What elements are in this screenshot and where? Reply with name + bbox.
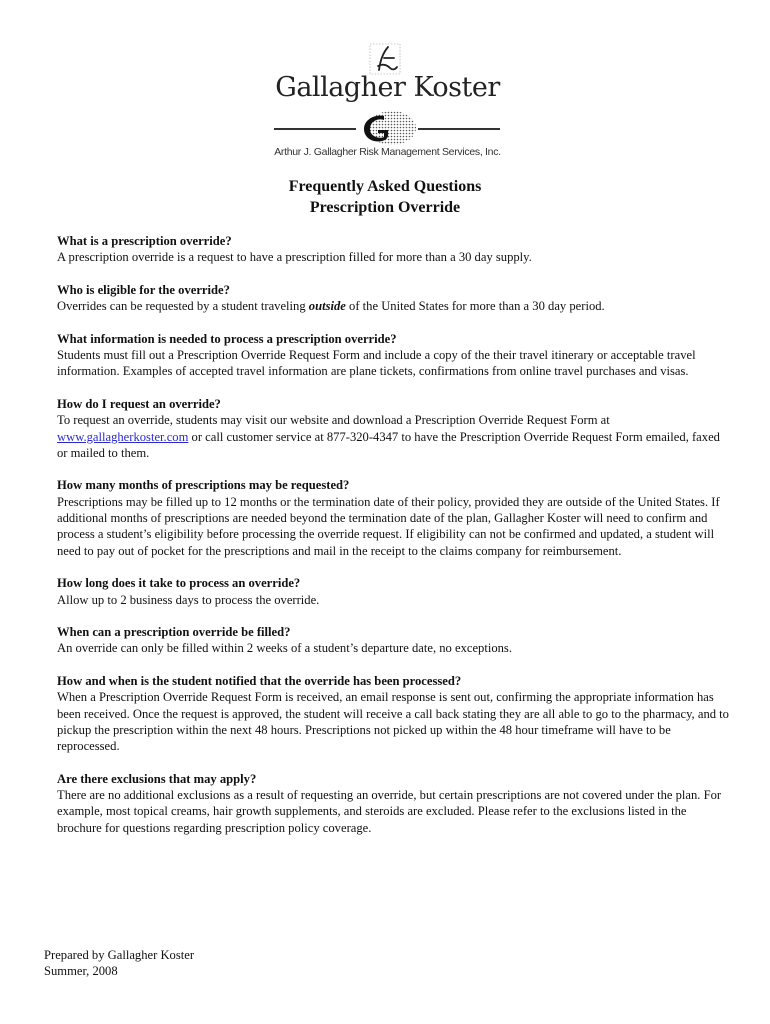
faq-question: What information is needed to process a prescription override? [57,331,397,346]
faq-answer-text: Overrides can be requested by a student traveling [57,299,309,314]
logo-tagline: Arthur J. Gallagher Risk Management Services, Inc. [274,146,501,158]
faq-answer-text: of the United States for more than a 30 day period. [345,299,605,314]
faq-question: How long does it take to process an override? [57,576,301,591]
faq-answer [57,412,729,461]
signature-mark-icon [368,42,402,76]
footer-prepared-by: Prepared by Gallagher Koster [44,948,195,962]
faq-question: How do I request an override? [57,396,221,411]
g-globe-emblem-icon [354,108,418,148]
faq-answer: Students must fill out a Prescription Override Request Form and include a copy of the their travel itinerary or acceptable travel information. Examples of accepted travel information are plane tickets, confirmations from online travel purchases and visas. [57,348,696,379]
faq-item [57,624,729,657]
faq-answer: Allow up to 2 business days to process the override. [57,592,320,607]
document-footer [44,947,194,980]
faq-answer: There are no additional exclusions as a result of requesting an override, but certain prescriptions are not covered under the plan. For example, most topical creams, hair growth supplements, and steroids are excluded. Please refer to the exclusions listed in the brochure for questions regarding prescription policy coverage. [57,788,722,835]
title-line-2: Prescription Override [309,199,461,216]
faq-question: When can a prescription override be filled? [57,625,291,640]
faq-question: How many months of prescriptions may be requested? [57,478,350,493]
faq-answer: A prescription override is a request to have a prescription filled for more than a 30 day supply. [57,250,532,265]
faq-answer: Prescriptions may be filled up to 12 months or the termination date of their policy, provided they are outside of the United States. If additional months of prescriptions are needed beyond the termination date of the plan, Gallagher Koster will need to confirm and process a student’s eligibility before processing the override request. If eligibility can not be confirmed and updated, a student will need to pay out of pocket for the prescriptions and mail in the receipt to the claims company for reimbursement. [57,494,720,558]
title-line-1: Frequently Asked Questions [288,178,482,195]
faq-item [57,771,729,836]
faq-question: Who is eligible for the override? [57,282,230,297]
document-title [0,176,770,218]
logo-rule-right [418,128,500,130]
faq-question: How and when is the student notified that the override has been processed? [57,674,462,689]
faq-answer: An override can only be filled within 2 weeks of a student’s departure date, no exceptions. [57,641,512,656]
faq-answer-text: To request an override, students may visit our website and download a Prescription Override Request Form at [57,413,610,428]
faq-answer: When a Prescription Override Request Form is received, an email response is sent out, confirming the appropriate information has been received. Once the request is approved, the student will receive a call back stating they are all able to go to the pharmacy, and to pickup the prescription within the next 48 hours. Prescriptions not picked up within the 48 hour timeframe will have to be reprocessed. [57,690,729,754]
faq-item [57,477,729,558]
faq-item [57,282,729,315]
website-link[interactable]: www.gallagherkoster.com [57,429,189,444]
company-logo [270,42,505,167]
faq-list [57,233,729,852]
faq-item [57,673,729,754]
faq-item [57,396,729,461]
faq-item [57,233,729,266]
faq-answer-text: or call customer service at 877-320-4347 to have the Prescription Override Request Form emailed, faxed or mailed to them. [57,429,720,460]
faq-question: Are there exclusions that may apply? [57,771,257,786]
logo-company-name: Gallagher Koster [275,72,500,103]
faq-item [57,331,729,380]
faq-question: What is a prescription override? [57,234,232,248]
faq-answer [57,298,729,314]
emphasis-outside: outside [308,299,346,314]
faq-item [57,575,729,608]
logo-rule-left [274,128,356,130]
footer-date: Summer, 2008 [44,964,118,979]
